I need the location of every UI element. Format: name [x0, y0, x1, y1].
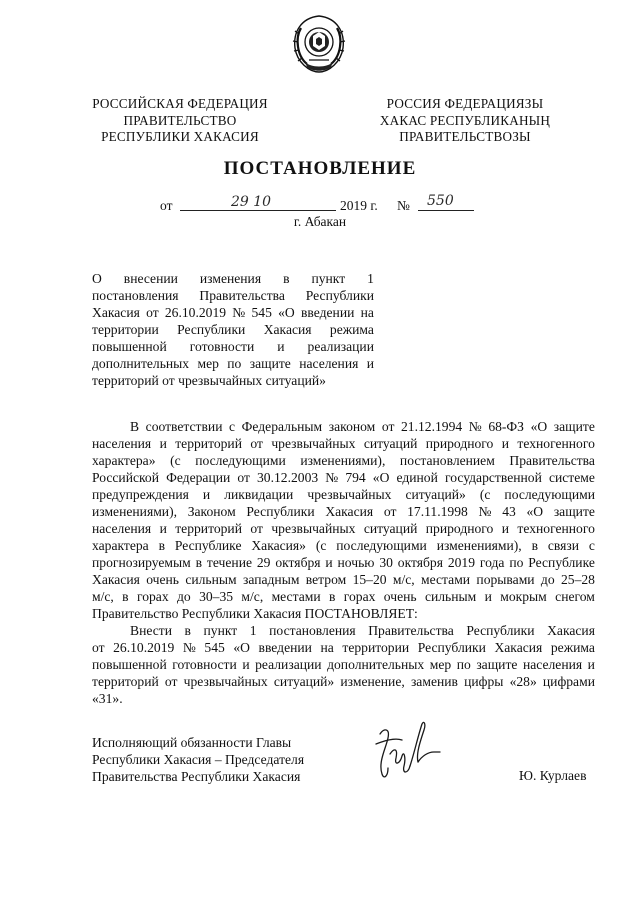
word: 1 — [367, 271, 374, 286]
word: режима — [550, 640, 595, 655]
word: (с — [479, 487, 491, 502]
header-right-line: РОССИЯ ФЕДЕРАЦИЯЗЫ — [386, 96, 544, 111]
word: 30–35 — [199, 589, 234, 604]
word: Республики — [246, 504, 315, 519]
word: в — [122, 589, 129, 604]
word: от — [250, 436, 263, 451]
word: очень — [383, 589, 417, 604]
header-left-line: РОССИЙСКАЯ ФЕДЕРАЦИЯ — [92, 96, 268, 111]
word: Хакасия — [325, 504, 374, 519]
word: от — [146, 305, 159, 320]
body-line — [92, 486, 595, 503]
subject-line — [92, 355, 374, 372]
header-right-line: ХАКАС РЕСПУБЛИКАНЫҢ — [379, 112, 551, 128]
number-underline — [418, 210, 474, 211]
subject-line — [92, 270, 374, 287]
subject-line — [92, 321, 374, 338]
body-line — [92, 673, 595, 690]
word: «О — [530, 419, 548, 434]
word: заменив — [410, 674, 458, 689]
word: характера — [92, 538, 149, 553]
body-line — [92, 503, 595, 520]
word: 794 — [345, 470, 366, 485]
word: «О — [233, 640, 250, 655]
word: Хакасия — [494, 640, 543, 655]
date-prefix: от — [160, 198, 173, 213]
word: течение — [206, 555, 253, 570]
handwritten-number: 550 — [427, 193, 454, 209]
body-line — [92, 435, 595, 452]
word: единой — [396, 470, 438, 485]
word: постановлением — [399, 453, 495, 468]
word: Республики — [417, 640, 486, 655]
word: 68-ФЗ — [488, 419, 524, 434]
word: октября — [275, 555, 321, 570]
header-left-line: РЕСПУБЛИКИ ХАКАСИЯ — [101, 129, 259, 144]
word: чрезвычайных — [307, 487, 392, 502]
body-line — [92, 588, 595, 605]
word: и — [501, 436, 510, 451]
word: защите — [553, 504, 595, 519]
word: Хакасия» — [251, 538, 306, 553]
word: реализации — [255, 657, 322, 672]
word: Российской — [92, 470, 159, 485]
word: «28» — [509, 674, 537, 689]
signer-position-line: Исполняющий обязанности Главы — [92, 735, 292, 750]
word: горах — [343, 589, 376, 604]
word: Республики — [177, 322, 246, 337]
word: повышенной — [92, 657, 167, 672]
word: Федерации — [166, 470, 231, 485]
word: О — [92, 271, 102, 286]
signature-icon — [366, 714, 446, 788]
word: на — [320, 640, 334, 655]
word: 21.12.1994 — [401, 419, 463, 434]
word: порывами — [476, 572, 535, 587]
word: и — [501, 521, 510, 536]
word: Республики — [466, 623, 535, 638]
word: 1 — [249, 623, 257, 638]
word: предупреждения — [92, 487, 189, 502]
word: связи — [547, 538, 580, 553]
word: от — [164, 674, 178, 689]
body-line — [92, 639, 595, 656]
word: соответствии — [145, 419, 223, 434]
document-title: ПОСТАНОВЛЕНИЕ — [223, 158, 417, 179]
word: территории — [92, 322, 159, 337]
body-line — [92, 418, 595, 435]
word: дополнительных — [92, 356, 190, 371]
word: м/с, — [392, 572, 415, 587]
word: Хакасия — [92, 572, 140, 587]
word: и — [587, 657, 595, 672]
word: Хакасия — [263, 322, 312, 337]
word: 545 — [251, 305, 272, 320]
word: в — [195, 555, 203, 570]
word: 545 — [204, 640, 225, 655]
word: мокрым — [500, 589, 547, 604]
subject-line: территорий от чрезвычайных ситуаций» — [92, 373, 326, 388]
header-russian — [80, 96, 280, 146]
header-right-line: ПРАВИТЕЛЬСТВОЗЫ — [399, 129, 531, 144]
word: мер — [429, 657, 452, 672]
word: Законом — [187, 504, 236, 519]
word: населения — [522, 657, 583, 672]
word: 43 — [502, 504, 516, 519]
word: от — [383, 504, 397, 519]
word: (с — [315, 538, 327, 553]
word: территорий — [175, 521, 242, 536]
word: в — [283, 271, 290, 286]
body-line — [92, 452, 595, 469]
word: техногенного — [517, 436, 595, 451]
word: повышенной — [92, 339, 167, 354]
word: режима — [329, 322, 374, 337]
date-underline — [180, 210, 336, 211]
word: снегом — [555, 589, 595, 604]
subject-line — [92, 287, 374, 304]
word: года — [479, 555, 505, 570]
word: ночью — [337, 555, 375, 570]
word: 2019 — [447, 555, 476, 570]
word: и — [242, 657, 250, 672]
word: законом — [328, 419, 376, 434]
word: № — [325, 470, 339, 485]
word: в — [158, 538, 165, 553]
word: с — [588, 538, 595, 553]
word: ситуаций» — [405, 487, 466, 502]
word: (с — [170, 453, 181, 468]
word: чрезвычайных — [271, 436, 356, 451]
word: Хакасия — [547, 623, 595, 638]
handwritten-date: 29 10 — [231, 194, 272, 210]
word: защите — [476, 657, 518, 672]
word: изменениями), — [436, 538, 522, 553]
word: 26.10.2019 — [113, 640, 175, 655]
word: постановления — [92, 288, 179, 303]
word: последующими — [504, 487, 595, 502]
word: горах — [136, 589, 169, 604]
subject-line — [92, 304, 374, 321]
number-sign: № — [397, 198, 410, 213]
word: по — [456, 657, 471, 672]
word: и — [484, 589, 492, 604]
word: цифрами — [542, 674, 595, 689]
word: территории — [342, 640, 410, 655]
word: № — [468, 419, 482, 434]
word: от — [237, 470, 250, 485]
signer-position — [92, 734, 304, 785]
body-line: Правительство Республики Хакасия ПОСТАНОВЛЯЕТ: — [92, 606, 418, 621]
body-line — [92, 537, 595, 554]
word: местами — [421, 572, 471, 587]
word: и — [366, 356, 374, 371]
word: от — [381, 419, 395, 434]
word: Хакасия — [92, 305, 140, 320]
word: чрезвычайных — [271, 521, 356, 536]
word: защите — [249, 356, 291, 371]
word: м/с, — [241, 589, 264, 604]
word: пункт — [311, 271, 346, 286]
word: в — [531, 538, 538, 553]
word: ликвидации — [224, 487, 294, 502]
word: Правительства — [509, 453, 595, 468]
word: по — [227, 356, 242, 371]
coat-of-arms-icon — [287, 12, 351, 76]
word: по — [509, 555, 524, 570]
word: № — [232, 305, 246, 320]
body-line — [92, 554, 595, 571]
word: характера» — [92, 453, 156, 468]
word: октября — [397, 555, 443, 570]
word: местами — [271, 589, 321, 604]
word: готовности — [189, 339, 255, 354]
word: 30.12.2003 — [257, 470, 319, 485]
word: прогнозируемым — [92, 555, 191, 570]
word: системе — [548, 470, 595, 485]
word: введении — [258, 640, 312, 655]
word: готовности — [172, 657, 237, 672]
document-body — [92, 418, 595, 707]
word: постановления — [269, 623, 356, 638]
word: 30 — [379, 555, 393, 570]
word: в — [184, 623, 191, 638]
word: «О — [372, 470, 390, 485]
word: 25–28 — [560, 572, 595, 587]
word: 26.10.2019 — [164, 305, 227, 320]
subject-line — [92, 338, 374, 355]
word: западным — [242, 572, 300, 587]
header-khakas — [360, 96, 570, 146]
signer-name: Ю. Курлаев — [519, 768, 587, 783]
word: м/с, — [92, 589, 114, 604]
word: изменения — [199, 271, 262, 286]
word: В — [130, 419, 140, 434]
word: государственной — [444, 470, 542, 485]
body-line — [92, 571, 595, 588]
word: дополнительных — [327, 657, 425, 672]
word: Республике — [174, 538, 242, 553]
word: техногенного — [517, 521, 595, 536]
word: внесении — [123, 271, 178, 286]
word: и — [202, 487, 211, 502]
word: населения — [299, 356, 359, 371]
word: природного — [425, 521, 494, 536]
word: цифры — [464, 674, 504, 689]
word: населения — [92, 436, 152, 451]
word: ситуаций» — [273, 674, 335, 689]
body-line — [92, 520, 595, 537]
word: сильным — [185, 572, 237, 587]
city: г. Абакан — [293, 214, 347, 229]
word: и — [159, 521, 167, 536]
word: № — [182, 640, 196, 655]
word: мер — [197, 356, 219, 371]
word: и — [325, 555, 333, 570]
word: и — [277, 339, 285, 354]
word: изменение, — [340, 674, 405, 689]
body-line: «31». — [92, 691, 123, 706]
word: защите — [553, 419, 595, 434]
word: ситуаций — [363, 521, 418, 536]
word: введении — [300, 305, 355, 320]
signer-position-line: Правительства Республики Хакасия — [92, 769, 301, 784]
word: Республике — [528, 555, 595, 570]
word: до — [540, 572, 555, 587]
word: от — [92, 640, 105, 655]
year: 2019 г. — [340, 198, 378, 213]
body-line — [92, 622, 595, 639]
word: ветром — [305, 572, 347, 587]
header-left-line: ПРАВИТЕЛЬСТВО — [123, 112, 237, 128]
word: территорий — [92, 674, 159, 689]
word: от — [250, 521, 263, 536]
word: 17.11.1998 — [407, 504, 468, 519]
word: Правительства — [199, 288, 285, 303]
word: в — [328, 589, 336, 604]
word: реализации — [307, 339, 374, 354]
word: Республики — [305, 288, 374, 303]
word: природного — [425, 436, 494, 451]
word: изменениями), — [300, 453, 386, 468]
word: населения — [92, 521, 152, 536]
word: последующими — [195, 453, 286, 468]
document-subject — [92, 270, 374, 389]
word: Внести — [130, 623, 172, 638]
word: сильным — [424, 589, 477, 604]
word: 29 — [256, 555, 271, 570]
word: и — [159, 436, 167, 451]
word: изменениями), — [92, 504, 178, 519]
word: на — [360, 305, 374, 320]
word: с — [229, 419, 236, 434]
word: территорий — [175, 436, 242, 451]
body-line — [92, 656, 595, 673]
body-line — [92, 469, 595, 486]
word: очень — [146, 572, 179, 587]
word: № — [478, 504, 492, 519]
word: до — [176, 589, 191, 604]
word: ситуаций — [363, 436, 418, 451]
signer-position-line: Республики Хакасия – Председателя — [92, 752, 305, 767]
word: пункт — [203, 623, 238, 638]
word: Правительства — [368, 623, 454, 638]
word: «О — [278, 305, 295, 320]
word: последующими — [336, 538, 427, 553]
word: «О — [526, 504, 544, 519]
word: чрезвычайных — [183, 674, 268, 689]
word: 15–20 — [352, 572, 387, 587]
word: Федеральным — [241, 419, 323, 434]
